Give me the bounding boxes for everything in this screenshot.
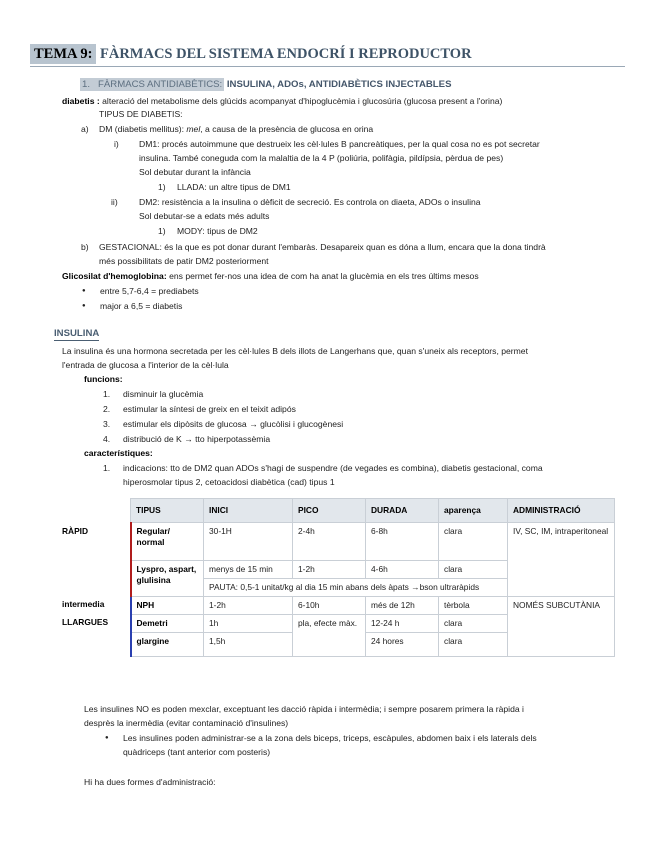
a-rest: , a causa de la presència de glucosa en orina <box>200 124 374 134</box>
section-label-highlight <box>80 78 224 91</box>
section-rest: INSULINA, ADOs, ANTIDIABÈTICS INJECTABLES <box>226 79 452 90</box>
list-number: 1. <box>103 389 111 399</box>
list-item: disminuir la glucèmia <box>123 389 204 399</box>
list-item-a <box>99 124 373 135</box>
cell-pico: pla, efecte màx. <box>293 614 366 656</box>
glicosilat-def: ens permet fer-nos una idea de com ha anat la glucèmia en els tres últims mesos <box>166 271 479 281</box>
a-em: mel <box>186 124 201 134</box>
list-item: estimular els dipòsits de glucosa → glucòlisi i glucogènesi <box>123 419 344 429</box>
list-item-ii-line2: Sol debutar-se a edats més adults <box>139 211 270 221</box>
row-label: LLARGUES <box>62 617 109 628</box>
insulina-intro-line2: l'entrada de glucosa a l'interior de la cèl·lula <box>62 360 229 370</box>
funcions-label: funcions: <box>84 374 123 384</box>
list-item: ● entre 5,7-6,4 = prediabets <box>100 286 199 297</box>
cell-aparenca: tèrbola <box>439 596 508 614</box>
insulin-name: glargine <box>131 632 204 656</box>
cell-durada: 4-6h <box>366 561 439 579</box>
cell-inici: menys de 15 min <box>204 561 293 579</box>
list-label-b: b) <box>81 242 89 252</box>
section-label: FÀRMACS ANTIDIABÈTICS: <box>98 79 223 90</box>
cell-pico: 1-2h <box>293 561 366 579</box>
cell-inici: 1,5h <box>204 632 293 656</box>
note-paragraph: Hi ha dues formes d'administració: <box>84 777 216 787</box>
insulina-intro: La insulina és una hormona secretada per les cèl·lules B dels illots de Langerhans que, quan s'uneix als receptors, permet <box>62 346 528 356</box>
list-item-ii: DM2: resistència a la insulina o dèficit de secreció. Es controla on diaeta, ADOs o insulina <box>139 197 481 207</box>
list-item: distribució de K → tto hiperpotassèmia <box>123 434 271 444</box>
list-label-a: a) <box>81 124 89 134</box>
note-paragraph: Les insulines NO es poden mexclar, exceptuant les dacció ràpida i intermèdia; i sempre posarem primera la ràpida i <box>84 704 524 714</box>
list-item-b-line2: més possibilitats de patir DM2 posteriorment <box>99 256 269 266</box>
table-row <box>62 596 615 614</box>
list-item-i-1: LLADA: un altre tipus de DM1 <box>177 182 291 192</box>
cell-aparenca: clara <box>439 632 508 656</box>
insulin-table <box>62 498 615 657</box>
diabetis-term: diabetis : <box>62 96 100 106</box>
cell-durada: 24 hores <box>366 632 439 656</box>
insulin-name: Regular/ normal <box>131 523 204 561</box>
list-item: ● major a 6,5 = diabetis <box>100 301 182 312</box>
list-item: indicacions: tto de DM2 quan ADOs s'hagi de suspendre (de vegades es combina), diabetis gestacional, coma <box>123 463 543 473</box>
table-header: TIPUS <box>131 499 204 523</box>
cell-inici: 1-2h <box>204 596 293 614</box>
a-text: DM (diabetis mellitus): <box>99 124 187 134</box>
cell-aparenca: clara <box>439 561 508 579</box>
table-header: INICI <box>204 499 293 523</box>
diabetis-def: alteració del metabolisme dels glúcids acompanyat d'hipoglucèmia i glucosúria (glucosa present a l'orina) <box>102 96 503 106</box>
title-label: TEMA 9: <box>30 44 96 64</box>
tipus-header: TIPUS DE DIABETIS: <box>99 109 183 119</box>
insulin-name: NPH <box>131 596 204 614</box>
list-number: 1. <box>103 463 111 473</box>
section-heading <box>80 79 451 91</box>
page-title <box>30 44 625 67</box>
cell-durada: 12-24 h <box>366 614 439 632</box>
table-header: DURADA <box>366 499 439 523</box>
cell-pico: 2-4h <box>293 523 366 561</box>
list-label-ii: ii) <box>111 197 118 207</box>
title-text: FÀRMACS DEL SISTEMA ENDOCRÍ I REPRODUCTOR <box>100 46 472 62</box>
list-item: estimular la síntesi de greix en el teixit adipós <box>123 404 296 414</box>
list-item-line2: quàdriceps (tant anterior com posteris) <box>123 747 271 757</box>
table-header: aparença <box>439 499 508 523</box>
list-item-i-line2: insulina. També coneguda com la malaltia de la 4 P (poliúria, polifàgia, pildípsia, pèrdua de pes) <box>139 153 504 163</box>
cell-inici: 1h <box>204 614 293 632</box>
table-header-row <box>62 499 615 523</box>
list-label-i-1: 1) <box>158 182 166 192</box>
table-header: ADMINISTRACIÓ <box>508 499 615 523</box>
note-paragraph-line2: desprès la inermèdia (evitar contaminació d'insulines) <box>84 718 289 728</box>
list-number: 3. <box>103 419 111 429</box>
table-header: PICO <box>293 499 366 523</box>
cell-admin: IV, SC, IM, intraperitoneal <box>508 523 615 597</box>
cell-aparenca: clara <box>439 523 508 561</box>
row-label: intermedia <box>62 599 105 610</box>
insulin-name: Demetri <box>131 614 204 632</box>
diabetis-definition <box>62 96 502 107</box>
list-item-i-line3: Sol debutar durant la infància <box>139 167 251 177</box>
list-number: 4. <box>103 434 111 444</box>
list-item-i: DM1: procés autoimmune que destrueix les cèl·lules B pancreàtiques, per la qual cosa no es pot secretar <box>139 139 540 149</box>
list-label-ii-1: 1) <box>158 226 166 236</box>
cell-pico: 6-10h <box>293 596 366 614</box>
list-label-i: i) <box>114 139 119 149</box>
cell-durada: més de 12h <box>366 596 439 614</box>
glicosilat-term: Glicosilat d'hemoglobina: <box>62 271 167 281</box>
list-item-b: GESTACIONAL: és la que es pot donar durant l'embaràs. Desapareix quan es dóna a llum, encara que la dona tindrà <box>99 242 546 252</box>
glicosilat <box>62 271 479 282</box>
caract-label: característiques: <box>84 448 153 458</box>
row-label: RÀPID <box>62 525 89 536</box>
section-number: 1. <box>82 79 91 90</box>
list-item-ii-1: MODY: tipus de DM2 <box>177 226 258 236</box>
insulin-name: Lyspro, aspart, glulisina <box>131 561 204 597</box>
cell-admin: NOMÉS SUBCUTÀNIA <box>508 596 615 656</box>
cell-aparenca: clara <box>439 614 508 632</box>
cell-inici: 30-1H <box>204 523 293 561</box>
list-item-line2: hiperosmolar tipus 2, cetoacidosi diabètica (cad) tipus 1 <box>123 477 335 487</box>
insulina-heading: INSULINA <box>54 328 99 341</box>
table-row <box>62 523 615 561</box>
list-item: ● Les insulines poden administrar-se a la zona dels biceps, triceps, escàpules, abdomen baix i els laterals dels <box>123 733 537 744</box>
pauta-note: PAUTA: 0,5-1 unitat/kg al dia 15 min abans dels àpats →bson ultraràpids <box>204 578 508 596</box>
cell-durada: 6-8h <box>366 523 439 561</box>
list-number: 2. <box>103 404 111 414</box>
